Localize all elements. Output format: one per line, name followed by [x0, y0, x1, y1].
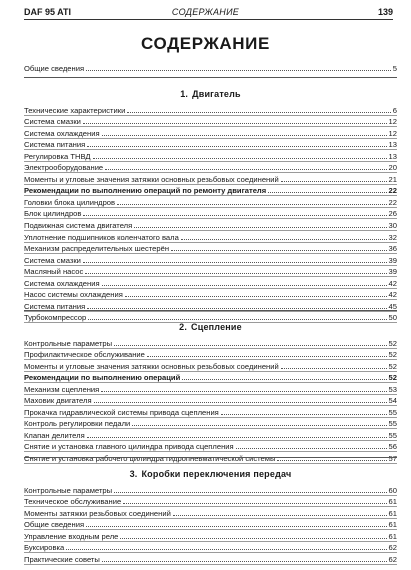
- toc-section-gearbox: [24, 457, 397, 565]
- toc-entry[interactable]: [24, 519, 397, 531]
- page-number: 139: [377, 7, 393, 17]
- toc-entry[interactable]: [24, 372, 397, 384]
- toc-entry-label: Управление входным реле: [24, 531, 119, 541]
- section-number: 1.: [180, 89, 189, 99]
- leader-dots: [173, 515, 387, 516]
- leader-dots: [281, 368, 387, 369]
- toc-entry[interactable]: [24, 507, 397, 519]
- section-title: Коробки переключения передач: [141, 469, 292, 479]
- toc-entry-label: Маховик двигателя: [24, 396, 92, 406]
- toc-entry[interactable]: [24, 266, 397, 278]
- leader-dots: [66, 549, 386, 550]
- toc-entry-label: Технические характеристики: [24, 105, 126, 115]
- section-number: 3.: [129, 469, 138, 479]
- toc-entry-page: 57: [388, 454, 397, 464]
- toc-entry[interactable]: [24, 406, 397, 418]
- toc-entry-page: 36: [388, 244, 397, 254]
- toc-entry[interactable]: [24, 139, 397, 151]
- toc-entry[interactable]: [24, 104, 397, 116]
- toc-entry-label: Механизм сцепления: [24, 384, 100, 394]
- toc-entry-page: 6: [392, 105, 397, 115]
- toc-entry[interactable]: [24, 185, 397, 197]
- toc-entry-page: 61: [388, 531, 397, 541]
- toc-entry-page: 61: [388, 508, 397, 518]
- toc-entry-label: Регулировка ТНВД: [24, 151, 91, 161]
- toc-entry-page: 61: [388, 520, 397, 530]
- leader-dots: [102, 135, 387, 136]
- leader-dots: [147, 356, 387, 357]
- section-heading: [24, 84, 397, 104]
- toc-entry-label: Моменты и угловые значения затяжки основных резьбовых соединений: [24, 174, 279, 184]
- leader-dots: [93, 158, 387, 159]
- leader-dots: [132, 425, 386, 426]
- toc-entry[interactable]: [24, 116, 397, 128]
- toc-entry-label: Система питания: [24, 140, 86, 150]
- toc-entry-page: 32: [388, 232, 397, 242]
- leader-dots: [86, 526, 386, 527]
- toc-entry-page: 52: [388, 361, 397, 371]
- toc-entry-label: Моменты и угловые значения затяжки основных резьбовых соединений: [24, 361, 279, 371]
- toc-entry-label: Контрольные параметры: [24, 485, 113, 495]
- section-title: Двигатель: [192, 89, 241, 99]
- toc-entry[interactable]: [24, 61, 397, 73]
- toc-entry-label: Общие сведения: [24, 520, 85, 530]
- header-section-name: СОДЕРЖАНИЕ: [171, 7, 240, 17]
- toc-entry-page: 62: [388, 554, 397, 564]
- leader-dots: [281, 181, 387, 182]
- toc-entry[interactable]: [24, 127, 397, 139]
- toc-entry-label: Моменты затяжки резьбовых соединений: [24, 508, 171, 518]
- leader-dots: [102, 285, 387, 286]
- leader-dots: [125, 296, 387, 297]
- toc-section-clutch: [24, 310, 397, 464]
- toc-entry-label: Масляный насос: [24, 267, 84, 277]
- toc-entry-page: 39: [388, 255, 397, 265]
- toc-entry-page: 26: [388, 209, 397, 219]
- toc-entry-page: 60: [388, 485, 397, 495]
- toc-entry-page: 21: [388, 174, 397, 184]
- toc-entry-page: 55: [388, 419, 397, 429]
- book-title: DAF 95 ATI: [24, 7, 72, 17]
- toc-entry[interactable]: [24, 360, 397, 372]
- leader-dots: [87, 308, 386, 309]
- toc-entry-page: 30: [388, 221, 397, 231]
- leader-dots: [83, 262, 387, 263]
- toc-entry-label: Профилактическое обслуживание: [24, 350, 145, 360]
- toc-entry-label: Система охлаждения: [24, 128, 100, 138]
- leader-dots: [102, 561, 387, 562]
- toc-entry[interactable]: [24, 254, 397, 266]
- toc-entry[interactable]: [24, 349, 397, 361]
- toc-entry[interactable]: [24, 196, 397, 208]
- toc-entry-label: Снятие и установка главного цилиндра привода сцепления: [24, 442, 234, 452]
- leader-dots: [87, 146, 386, 147]
- toc-entry-page: 52: [388, 350, 397, 360]
- leader-dots: [171, 250, 387, 251]
- section-number: 2.: [179, 322, 188, 332]
- toc-entry-page: 54: [388, 396, 397, 406]
- toc-entry-page: 53: [388, 384, 397, 394]
- toc-entry-label: Рекомендации по выполнению операций: [24, 373, 181, 383]
- leader-dots: [221, 414, 387, 415]
- toc-entry-label: Подвижная система двигателя: [24, 221, 133, 231]
- toc-entry[interactable]: [24, 496, 397, 508]
- leader-dots: [94, 402, 387, 403]
- toc-entry-label: Снятие и установка рабочего цилиндра гидропневматической системы: [24, 454, 276, 464]
- toc-entry-page: 22: [388, 197, 397, 207]
- page-title: СОДЕРЖАНИЕ: [141, 34, 270, 53]
- leader-dots: [86, 70, 391, 71]
- toc-section-engine: [24, 77, 397, 323]
- toc-entry[interactable]: [24, 231, 397, 243]
- toc-entry-label: Прокачка гидравлической системы привода сцепления: [24, 407, 219, 417]
- toc-entry[interactable]: [24, 395, 397, 407]
- toc-entry-label: Контрольные параметры: [24, 338, 113, 348]
- toc-entry-label: Головки блока цилиндров: [24, 197, 116, 207]
- toc-entry-label: Контроль регулировки педали: [24, 419, 131, 429]
- toc-entry-page: 52: [388, 373, 397, 383]
- leader-dots: [236, 448, 387, 449]
- leader-dots: [120, 538, 386, 539]
- toc-intro: [24, 61, 397, 73]
- toc-entry-label: Рекомендации по выполнению операций по ремонту двигателя: [24, 186, 267, 196]
- toc-entry[interactable]: [24, 441, 397, 453]
- leader-dots: [181, 239, 387, 240]
- toc-entry-label: Общие сведения: [24, 63, 85, 73]
- toc-entry[interactable]: [24, 277, 397, 289]
- toc-entry[interactable]: [24, 219, 397, 231]
- leader-dots: [182, 379, 386, 380]
- toc-entry-label: Буксировка: [24, 543, 65, 553]
- toc-entry[interactable]: [24, 418, 397, 430]
- leader-dots: [127, 112, 390, 113]
- toc-entry-page: 20: [388, 163, 397, 173]
- toc-entry-page: 13: [388, 140, 397, 150]
- toc-entry-label: Система питания: [24, 301, 86, 311]
- toc-entry[interactable]: [24, 553, 397, 565]
- toc-entry[interactable]: [24, 289, 397, 301]
- toc-entry[interactable]: [24, 542, 397, 554]
- toc-entry-label: Система смазки: [24, 255, 81, 265]
- leader-dots: [114, 492, 386, 493]
- toc-entry-page: 12: [388, 128, 397, 138]
- toc-entry[interactable]: [24, 243, 397, 255]
- toc-entry[interactable]: [24, 530, 397, 542]
- leader-dots: [114, 345, 386, 346]
- toc-entry-page: 56: [388, 442, 397, 452]
- leader-dots: [134, 227, 386, 228]
- toc-entry-page: 62: [388, 543, 397, 553]
- leader-dots: [83, 215, 386, 216]
- leader-dots: [123, 503, 386, 504]
- toc-entry[interactable]: [24, 173, 397, 185]
- section-heading: [24, 464, 397, 484]
- leader-dots: [85, 273, 386, 274]
- toc-entry-label: Клапан делителя: [24, 430, 85, 440]
- section-title: Сцепление: [191, 322, 242, 332]
- leader-dots: [117, 204, 387, 205]
- toc-entry-label: Блок цилиндров: [24, 209, 82, 219]
- toc-entry-page: 45: [388, 301, 397, 311]
- toc-entry-label: Техническое обслуживание: [24, 497, 122, 507]
- toc-entry-label: Механизм распределительных шестерён: [24, 244, 170, 254]
- leader-dots: [87, 437, 387, 438]
- toc-entry-page: 39: [388, 267, 397, 277]
- toc-entry[interactable]: [24, 337, 397, 349]
- toc-entry-label: Практические советы: [24, 554, 100, 564]
- toc-entry-label: Система смазки: [24, 117, 81, 127]
- toc-entry-label: Насос системы охлаждения: [24, 290, 123, 300]
- toc-entry-label: Электрооборудование: [24, 163, 104, 173]
- header-rule: [24, 19, 393, 20]
- toc-entry-page: 42: [388, 278, 397, 288]
- toc-entry-label: Система охлаждения: [24, 278, 100, 288]
- toc-entry-page: 52: [388, 338, 397, 348]
- leader-dots: [105, 169, 386, 170]
- toc-entry[interactable]: [24, 429, 397, 441]
- toc-entry[interactable]: [24, 162, 397, 174]
- toc-entry-page: 50: [388, 313, 397, 323]
- toc-entry[interactable]: [24, 150, 397, 162]
- toc-entry-label: Турбокомпрессор: [24, 313, 87, 323]
- toc-entry-page: 55: [388, 430, 397, 440]
- toc-entry-page: 5: [392, 63, 397, 73]
- section-heading: [24, 317, 397, 337]
- toc-entry-page: 55: [388, 407, 397, 417]
- toc-entry[interactable]: [24, 484, 397, 496]
- toc-entry-page: 42: [388, 290, 397, 300]
- toc-entry[interactable]: [24, 383, 397, 395]
- toc-entry-page: 13: [388, 151, 397, 161]
- toc-entry[interactable]: [24, 208, 397, 220]
- toc-entry-page: 12: [388, 117, 397, 127]
- leader-dots: [101, 391, 386, 392]
- toc-entry-page: 61: [388, 497, 397, 507]
- leader-dots: [268, 192, 386, 193]
- toc-entry-page: 22: [388, 186, 397, 196]
- toc-entry-label: Уплотнение подшипников коленчатого вала: [24, 232, 179, 242]
- leader-dots: [83, 123, 387, 124]
- page-header: [0, 0, 411, 22]
